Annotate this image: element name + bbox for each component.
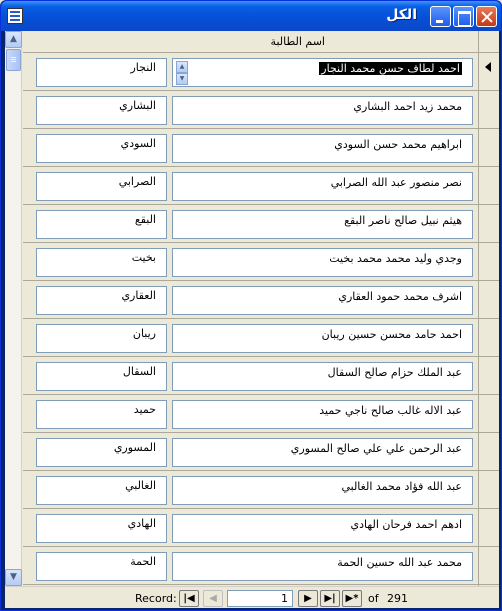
selected-text: احمد لطاف حسن محمد النجار (321, 62, 460, 75)
next-record-button[interactable]: ▶ (298, 590, 318, 607)
vertical-scrollbar[interactable] (5, 31, 22, 586)
student-name-field[interactable]: اشرف محمد حمود العقاري (172, 286, 473, 315)
student-name-field[interactable]: وجدي وليد محمد محمد بخيت (172, 248, 473, 277)
family-name-field[interactable]: الصرابي (36, 172, 167, 201)
field-scroll-down-icon[interactable]: ▼ (176, 73, 188, 85)
total-records: 291 (387, 592, 408, 605)
family-name-field[interactable]: السقال (36, 362, 167, 391)
student-name-field[interactable]: نصر منصور عبد الله الصرابي (172, 172, 473, 201)
record-selector[interactable] (479, 91, 499, 129)
family-name-field[interactable]: المسوري (36, 438, 167, 467)
record-selector[interactable] (479, 357, 499, 395)
minimize-button[interactable] (430, 6, 451, 27)
scroll-thumb[interactable] (6, 49, 21, 71)
record-selector[interactable] (479, 471, 499, 509)
family-name-field[interactable]: البشاري (36, 96, 167, 125)
record-selector[interactable] (479, 243, 499, 281)
record-row (23, 433, 478, 471)
record-row (23, 281, 478, 319)
of-label: of (368, 592, 379, 605)
record-row (23, 205, 478, 243)
form-client-area (5, 31, 499, 608)
family-name-field[interactable]: ريبان (36, 324, 167, 353)
continuous-form (23, 31, 478, 586)
window-title: الكل (386, 7, 417, 23)
close-button[interactable] (476, 6, 497, 27)
record-row (23, 319, 478, 357)
record-selector[interactable] (479, 53, 499, 91)
family-name-field[interactable]: الغالبي (36, 476, 167, 505)
record-selector[interactable] (479, 319, 499, 357)
record-row (23, 547, 478, 585)
record-row (23, 509, 478, 547)
field-scroll-control[interactable] (176, 61, 188, 85)
record-selector[interactable] (479, 281, 499, 319)
record-selector-column (478, 31, 499, 586)
record-selector[interactable] (479, 167, 499, 205)
record-selector[interactable] (479, 205, 499, 243)
family-name-field[interactable]: حميد (36, 400, 167, 429)
family-name-field[interactable]: الحمة (36, 552, 167, 581)
maximize-button[interactable] (453, 6, 474, 27)
family-name-field[interactable]: بخيت (36, 248, 167, 277)
student-name-field[interactable]: ادهم احمد فرحان الهادي (172, 514, 473, 543)
family-name-field[interactable]: الهادي (36, 514, 167, 543)
record-row (23, 395, 478, 433)
student-name-field[interactable]: ابراهيم محمد حسن السودي (172, 134, 473, 163)
family-name-field[interactable]: السودي (36, 134, 167, 163)
student-name-field[interactable]: عبد الله فؤاد محمد الغالبي (172, 476, 473, 505)
record-row (23, 357, 478, 395)
student-name-field[interactable]: عبد الاله غالب صالح ناجي حميد (172, 400, 473, 429)
record-row (23, 471, 478, 509)
record-selector[interactable] (479, 509, 499, 547)
record-row (23, 129, 478, 167)
record-selector[interactable] (479, 547, 499, 585)
family-name-field[interactable]: النجار (36, 58, 167, 87)
student-name-header: اسم الطالبة (270, 35, 325, 48)
scroll-up-icon[interactable]: ▲ (5, 31, 22, 48)
record-selector-header (479, 31, 499, 53)
student-name-field[interactable]: احمد حامد محسن حسين ريبان (172, 324, 473, 353)
previous-record-button[interactable]: ◀ (203, 590, 223, 607)
last-record-button[interactable]: ▶| (320, 590, 340, 607)
student-name-field[interactable] (172, 58, 473, 87)
record-selector[interactable] (479, 129, 499, 167)
field-scroll-up-icon[interactable]: ▲ (176, 61, 188, 73)
record-selector[interactable] (479, 433, 499, 471)
record-row (23, 167, 478, 205)
title-bar[interactable] (1, 1, 501, 31)
family-name-field[interactable]: البقع (36, 210, 167, 239)
record-row (23, 91, 478, 129)
student-name-field[interactable]: محمد عبد الله حسين الحمة (172, 552, 473, 581)
family-name-field[interactable]: العقاري (36, 286, 167, 315)
new-record-button[interactable]: ▶* (342, 590, 362, 607)
record-row (23, 243, 478, 281)
record-row (23, 53, 478, 91)
student-name-field[interactable]: محمد زيد احمد البشاري (172, 96, 473, 125)
scroll-down-icon[interactable]: ▼ (5, 569, 22, 586)
student-name-field[interactable]: هيثم نبيل صالح ناصر البقع (172, 210, 473, 239)
record-label: Record: (135, 592, 177, 605)
student-name-field[interactable]: عبد الرحمن علي علي صالح المسوري (172, 438, 473, 467)
record-navigation-bar (5, 586, 499, 608)
current-record-input[interactable]: 1 (227, 590, 293, 607)
first-record-button[interactable]: |◀ (179, 590, 199, 607)
current-record-arrow-icon (485, 62, 491, 72)
student-name-field[interactable]: عبد الملك حزام صالح السقال (172, 362, 473, 391)
record-selector[interactable] (479, 395, 499, 433)
form-icon[interactable] (7, 8, 23, 24)
